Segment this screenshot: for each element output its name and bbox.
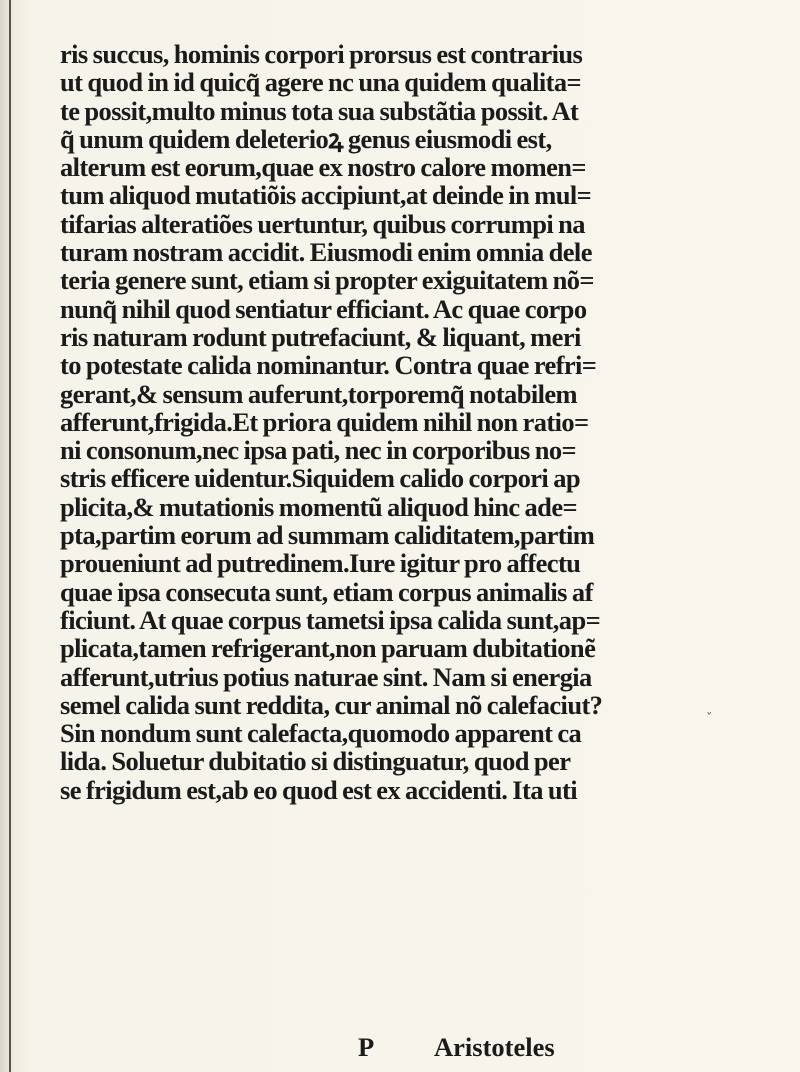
signature-mark: P xyxy=(358,1032,375,1062)
text-line: q̃ unum quidem deleterioꝝ genus eiusmodi est, xyxy=(60,123,552,154)
page-footer xyxy=(0,1032,800,1062)
text-line: quae ipsa consecuta sunt, etiam corpus animalis af xyxy=(60,576,593,607)
text-line: lida. Soluetur dubitatio si distinguatur, quod per xyxy=(60,746,571,777)
text-line: plicita,& mutationis momentũ aliquod hinc adе= xyxy=(60,491,577,522)
text-line: ris succus, hominis corpori prorsus est contrarius xyxy=(60,39,583,69)
text-line: alterum est eorum,quae ex nostro calore momen= xyxy=(60,152,586,183)
text-line: ficiunt. At quae corpus tametsi ipsa calida sunt,ap= xyxy=(60,604,601,635)
text-line: gerant,& sensum auferunt,torporemq̃ notabilem xyxy=(60,378,578,409)
text-line: teria genere sunt, etiam si propter exiguitatem nõ= xyxy=(60,265,594,296)
text-line: se frigidum est,ab eo quod est ex accidenti. Ita uti xyxy=(60,774,578,805)
text-line: ris naturam rodunt putrefaciunt, & liquant, meri xyxy=(60,321,581,352)
text-line: afferunt,utrius potius naturae sint. Nam si energia xyxy=(60,661,592,692)
text-line: to potestate calida nominantur. Contra quae refri= xyxy=(60,350,597,381)
text-line: te possit,multo minus tota sua substãtia possit. At xyxy=(60,95,579,126)
text-line: proueniunt ad putredinem.Iure igitur pro affectu xyxy=(60,548,581,579)
text-line: ni consonum,nec ipsa pati, nec in corporibus no= xyxy=(60,435,577,466)
text-line: ut quod in id quicq̃ agere nc una quidem qualita= xyxy=(60,67,581,98)
text-line: nunq̃ nihil quod sentiatur efficiant. Ac quae corpo xyxy=(60,293,587,324)
text-line: tum aliquod mutatiõis accipiunt,at deinde in mul= xyxy=(60,180,592,211)
text-line: afferunt,frigida.Et priora quidem nihil non ratio= xyxy=(60,406,589,437)
text-block xyxy=(60,40,770,804)
text-line: turam nostram accidit. Eiusmodi enim omnia dele xyxy=(60,237,592,268)
text-line: Sin nondum sunt calefacta,quomodo apparent ca xyxy=(60,718,582,749)
text-line: semel calida sunt reddita, cur animal nõ calefaciut? xyxy=(60,689,603,720)
text-line: plicata,tamen refrigerant,non paruam dubitationẽ xyxy=(60,633,596,664)
catchword: Aristoteles xyxy=(434,1032,555,1062)
text-line: stris efficere uidentur.Siquidem calido corpori ap xyxy=(60,463,581,494)
text-line: pta,partim eorum ad summam caliditatem,partim xyxy=(60,520,595,551)
margin-mark: ˇ xyxy=(706,712,713,727)
gutter-edge xyxy=(9,0,11,1072)
text-line: tifarias alteratiões uertuntur, quibus corrumpi na xyxy=(60,208,585,239)
